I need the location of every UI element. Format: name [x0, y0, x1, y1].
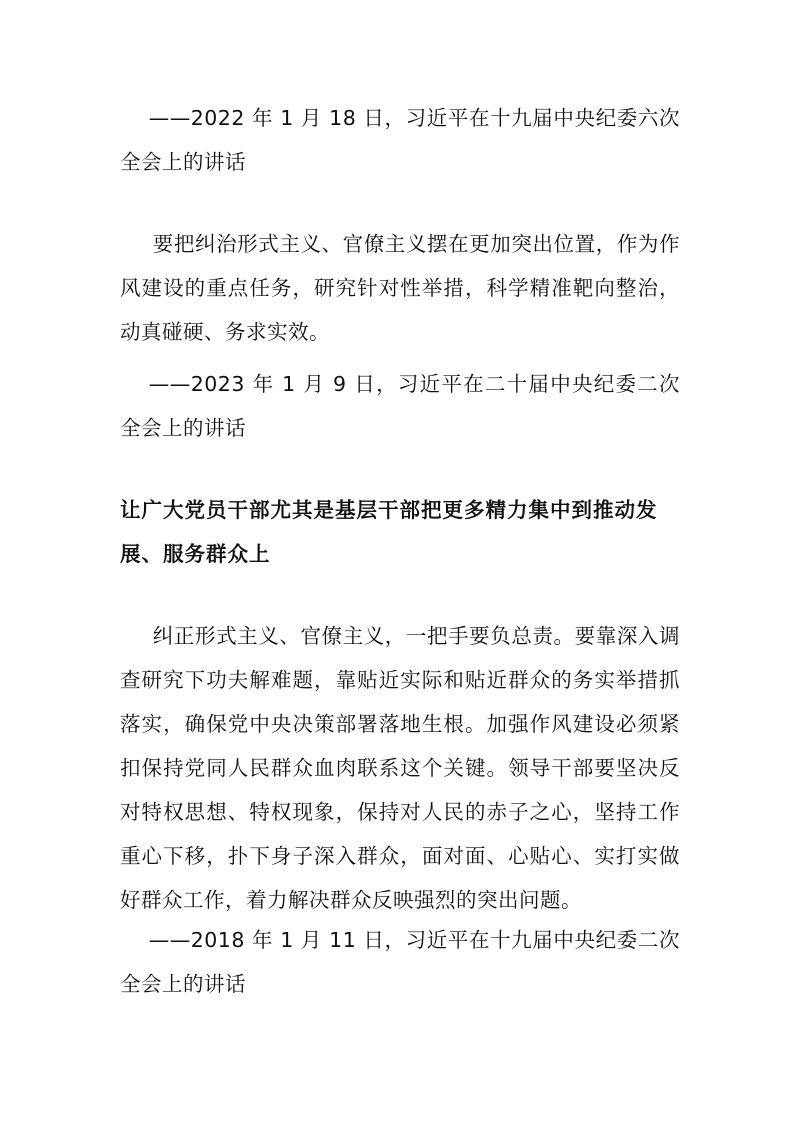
- quote-paragraph-2: 纠正形式主义、官僚主义，一把手要负总责。要靠深入调查研究下功夫解难题，靠贴近实际和贴近群众的务实举措抓落实，确保党中央决策部署落地生根。加强作风建设必须紧扣保持党同人民群众血肉联系这个关键。领导干部要坚决反对特权思想、特权现象，保持对人民的赤子之心，坚持工作重心下移，扑下身子深入群众，面对面、心贴心、实打实做好群众工作，着力解决群众反映强烈的突出问题。: [120, 624, 680, 912]
- attribution-2018: ——2018 年 1 月 11 日，习近平在十九届中央纪委二次全会上的讲话: [120, 928, 680, 996]
- section-heading: 让广大党员干部尤其是基层干部把更多精力集中到推动发展、服务群众上: [120, 498, 658, 566]
- quote-paragraph-1: 要把纠治形式主义、官僚主义摆在更加突出位置，作为作风建设的重点任务，研究针对性举措，科学精准靶向整治，动真碰硬、务求实效。: [120, 232, 680, 344]
- attribution-2022: ——2022 年 1 月 18 日，习近平在十九届中央纪委六次全会上的讲话: [120, 106, 680, 174]
- attribution-2023: ——2023 年 1 月 9 日，习近平在二十届中央纪委二次全会上的讲话: [120, 372, 680, 440]
